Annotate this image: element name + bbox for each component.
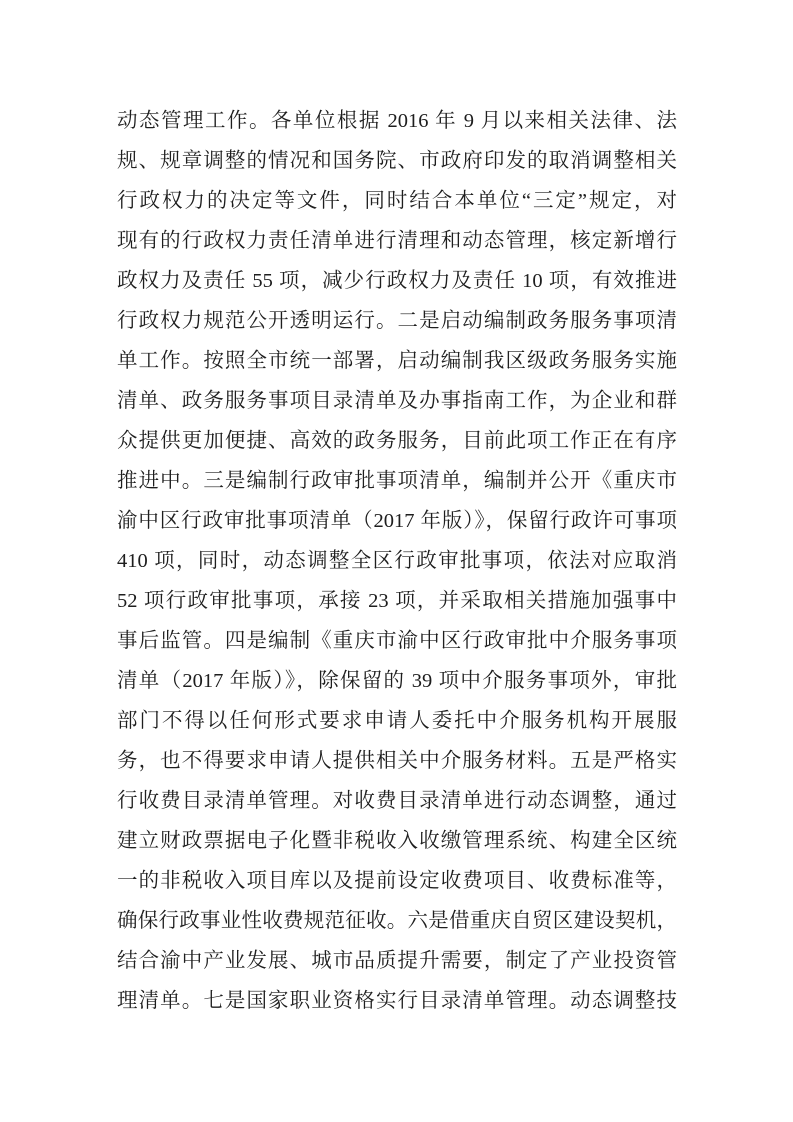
text-line: 建立财政票据电子化暨非税收入收缴管理系统、构建全区统 — [117, 830, 677, 852]
text-line: 理清单。七是国家职业资格实行目录清单管理。动态调整技 — [117, 990, 677, 1012]
text-line: 推进中。三是编制行政审批事项清单，编制并公开《重庆市 — [117, 470, 677, 492]
body-paragraph — [117, 101, 677, 1021]
text-line: 规、规章调整的情况和国务院、市政府印发的取消调整相关 — [117, 150, 677, 172]
text-line: 事后监管。四是编制《重庆市渝中区行政审批中介服务事项 — [117, 630, 677, 652]
text-line: 确保行政事业性收费规范征收。六是借重庆自贸区建设契机， — [117, 910, 677, 932]
text-line: 清单、政务服务事项目录清单及办事指南工作，为企业和群 — [117, 390, 677, 412]
text-line: 结合渝中产业发展、城市品质提升需要，制定了产业投资管 — [117, 950, 677, 972]
text-line: 政权力及责任 55 项，减少行政权力及责任 10 项，有效推进 — [117, 270, 677, 292]
text-line: 渝中区行政审批事项清单（2017 年版）》，保留行政许可事项 — [117, 510, 677, 532]
text-line: 务，也不得要求申请人提供相关中介服务材料。五是严格实 — [117, 750, 677, 772]
text-line: 单工作。按照全市统一部署，启动编制我区级政务服务实施 — [117, 350, 677, 372]
text-line: 52 项行政审批事项，承接 23 项，并采取相关措施加强事中 — [117, 590, 677, 612]
text-line: 众提供更加便捷、高效的政务服务，目前此项工作正在有序 — [117, 430, 677, 452]
text-line: 动态管理工作。各单位根据 2016 年 9 月以来相关法律、法 — [117, 110, 677, 132]
text-line: 410 项，同时，动态调整全区行政审批事项，依法对应取消 — [117, 550, 677, 572]
text-line: 行收费目录清单管理。对收费目录清单进行动态调整，通过 — [117, 790, 677, 812]
text-line: 现有的行政权力责任清单进行清理和动态管理，核定新增行 — [117, 230, 677, 252]
text-line: 行政权力规范公开透明运行。二是启动编制政务服务事项清 — [117, 310, 677, 332]
text-line: 行政权力的决定等文件，同时结合本单位“三定”规定，对 — [117, 190, 677, 212]
text-line: 清单（2017 年版）》，除保留的 39 项中介服务事项外，审批 — [117, 670, 677, 692]
text-line: 一的非税收入项目库以及提前设定收费项目、收费标准等， — [117, 870, 677, 892]
text-line: 部门不得以任何形式要求申请人委托中介服务机构开展服 — [117, 710, 677, 732]
